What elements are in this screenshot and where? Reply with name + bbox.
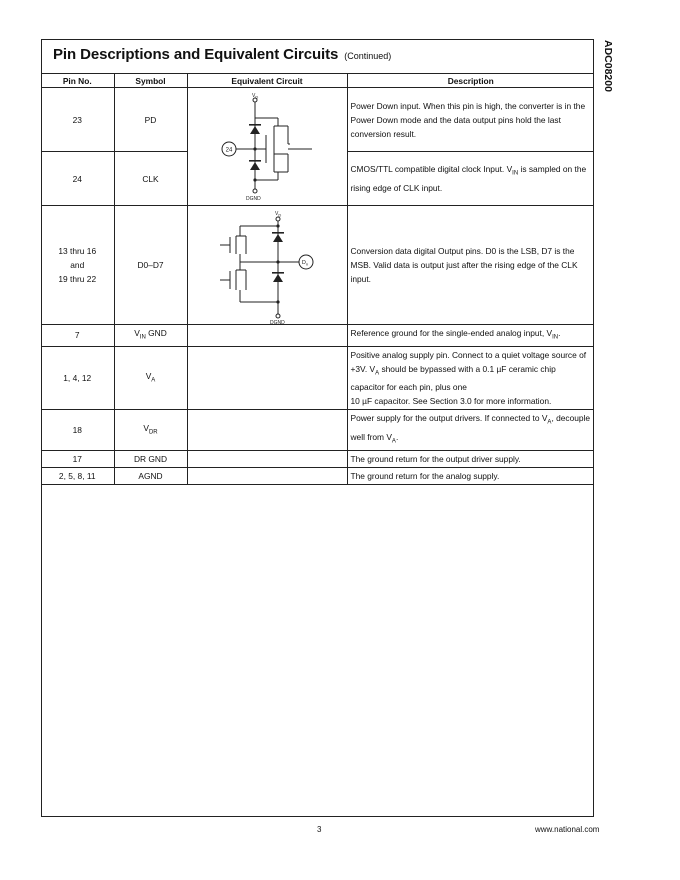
pin-cell: 18	[41, 410, 114, 450]
circuit1-dgnd-label: DGND	[245, 196, 261, 202]
table-row	[41, 325, 594, 347]
table-row	[41, 467, 594, 484]
circuit-cell	[187, 346, 347, 410]
header-description: Description	[347, 74, 594, 88]
pin-table	[41, 73, 594, 485]
circuit2-dgnd-label: DGND	[269, 320, 285, 324]
continued-label: (Continued)	[344, 51, 392, 61]
symbol-cell: CLK	[114, 152, 187, 206]
data-output-schematic	[188, 206, 347, 324]
pin-cell: 24	[41, 152, 114, 206]
symbol-cell: DR GND	[114, 450, 187, 467]
header-symbol: Symbol	[114, 74, 187, 88]
clock-input-circuit	[187, 88, 347, 206]
description-cell: The ground return for the output driver supply.	[347, 450, 594, 467]
table-row	[41, 450, 594, 467]
table-header-row	[41, 74, 594, 88]
page-number: 3	[317, 825, 322, 834]
symbol-cell: $V_{DR}$	[114, 410, 187, 450]
symbol-cell: $V_{IN}$ GND	[114, 325, 187, 347]
symbol-cell: AGND	[114, 467, 187, 484]
header-pin-no: Pin No.	[41, 74, 114, 88]
description-cell: Power supply for the output drivers. If connected to $V_A$, decouple well from $V_A$.	[347, 410, 594, 450]
part-number-label: ADC08200	[602, 40, 614, 92]
circuit-cell	[187, 450, 347, 467]
circuit-cell	[187, 410, 347, 450]
data-output-circuit	[187, 206, 347, 325]
circuit1-vd-label: $V_D$	[251, 93, 258, 100]
description-cell: Positive analog supply pin. Connect to a quiet voltage source of +3V. $V_A$ should be bypassed with a 0.1 µF ceramic chip capacitor for each pin, plus one 10 µF capacitor. See Section 3.0 for more information.	[347, 346, 594, 410]
footer-url[interactable]: www.national.com	[535, 825, 600, 834]
symbol-cell: D0–D7	[114, 206, 187, 325]
pin-cell: 2, 5, 8, 11	[41, 467, 114, 484]
page-title: Pin Descriptions and Equivalent Circuits	[53, 46, 339, 63]
header-circuit: Equivalent Circuit	[187, 74, 347, 88]
table-row	[41, 206, 594, 325]
description-cell: The ground return for the analog supply.	[347, 467, 594, 484]
clock-input-schematic	[188, 88, 347, 206]
symbol-cell: PD	[114, 88, 187, 152]
circuit-cell	[187, 467, 347, 484]
description-cell: Power Down input. When this pin is high, the converter is in the Power Down mode and the data output pins hold the last conversion result.	[347, 88, 594, 152]
pin-cell: 17	[41, 450, 114, 467]
circuit2-dn-label: $D_n$	[301, 260, 308, 267]
pin-cell: 1, 4, 12	[41, 346, 114, 410]
table-row	[41, 410, 594, 450]
table-row	[41, 346, 594, 410]
table-row	[41, 88, 594, 152]
pin-cell: 23	[41, 88, 114, 152]
symbol-cell: $V_A$	[114, 346, 187, 410]
description-cell: Reference ground for the single-ended analog input, $V_{IN}$.	[347, 325, 594, 347]
circuit2-vd-label: $V_D$	[274, 211, 281, 218]
description-cell: CMOS/TTL compatible digital clock Input. $V_{IN}$ is sampled on the rising edge of CLK input.	[347, 152, 594, 206]
circuit1-pin-label: 24	[225, 147, 232, 154]
description-cell: Conversion data digital Output pins. D0 is the LSB, D7 is the MSB. Valid data is output just after the rising edge of the CLK input.	[347, 206, 594, 325]
pin-cell: 13 thru 16 and 19 thru 22	[41, 206, 114, 325]
circuit-cell	[187, 325, 347, 347]
page-heading	[53, 46, 391, 64]
pin-cell: 7	[41, 325, 114, 347]
